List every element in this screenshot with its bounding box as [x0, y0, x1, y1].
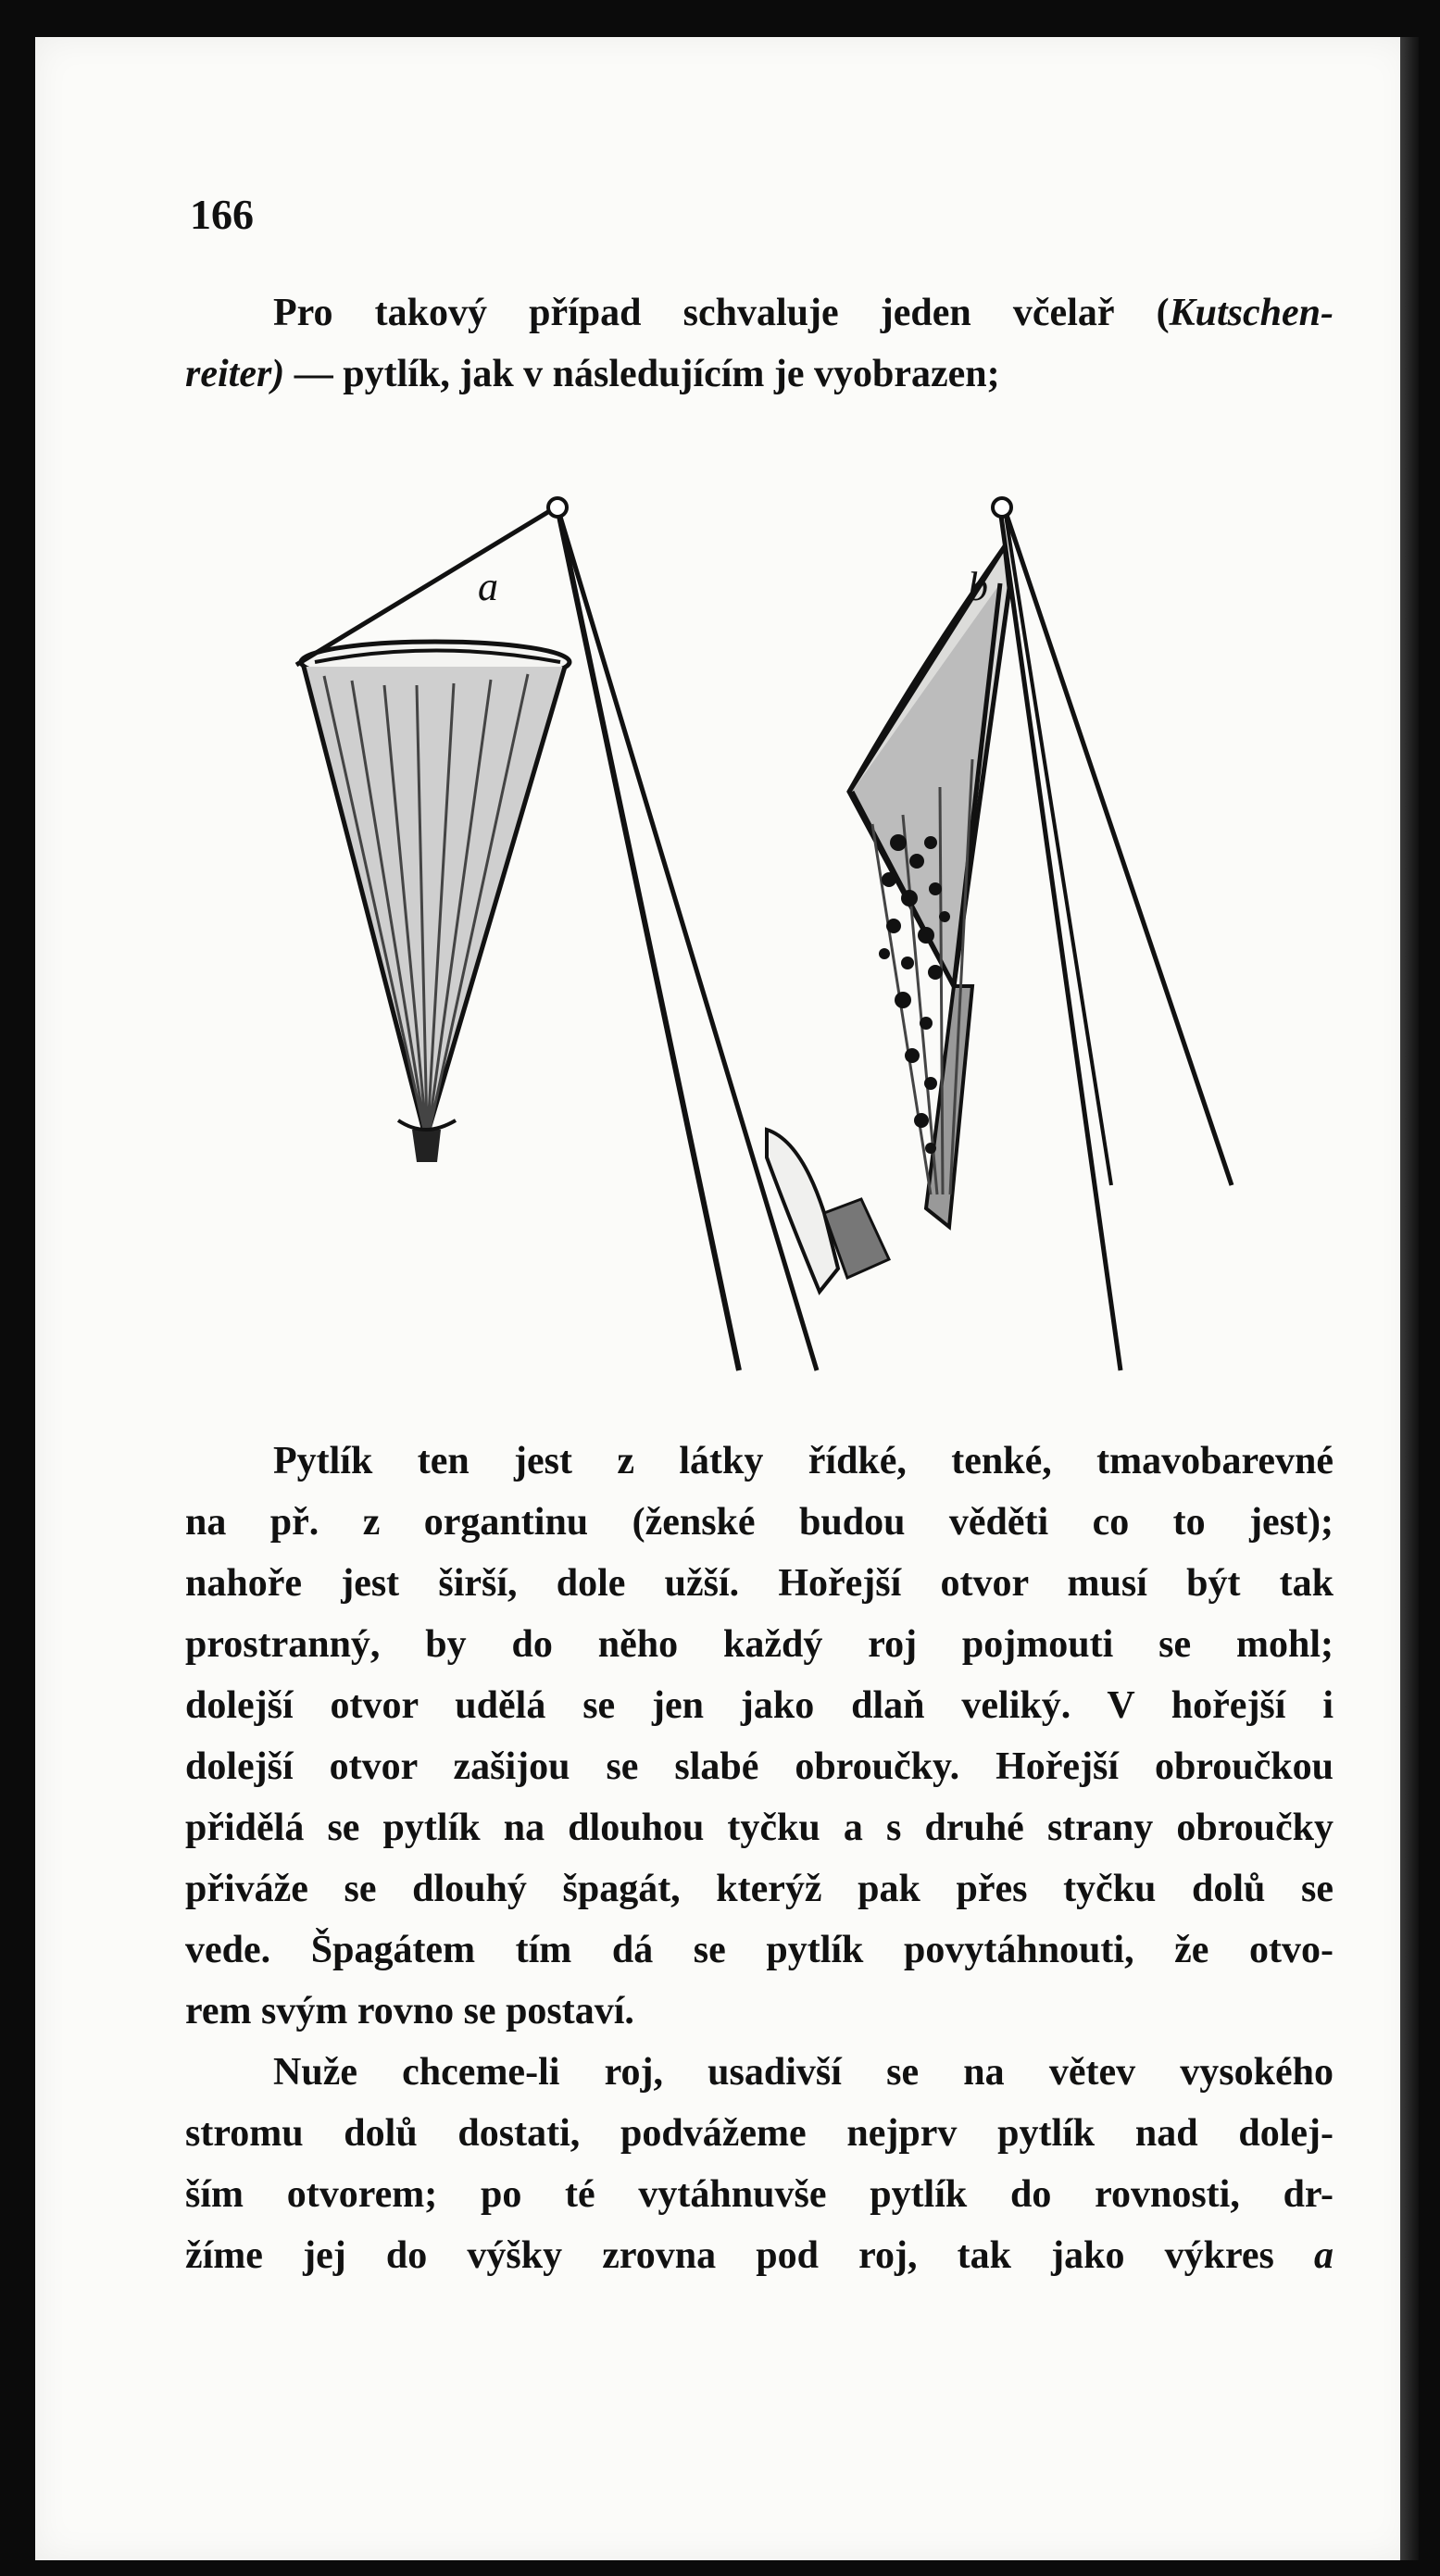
body-line-14-text: žíme jej do výšky zrovna pod roj, tak jako výkres: [185, 2234, 1274, 2277]
page-number: 166: [190, 191, 254, 238]
body-paragraphs: [185, 1431, 1334, 2286]
body-line-9: vede. Špagátem tím dá se pytlík povytáhnouti, že otvo-: [185, 1929, 1334, 1971]
figure-label-a: a: [478, 564, 498, 609]
intro-line-2: [185, 344, 1334, 405]
intro-line-1: [185, 282, 1334, 344]
intro-line-1-text: Pro takový případ schvaluje jeden včelař (: [273, 292, 1170, 334]
bee-net-illustration: [185, 481, 1334, 1407]
figure-label-b: b: [968, 564, 988, 609]
body-line-10: rem svým rovno se postaví.: [185, 1990, 634, 2032]
body-line-8: přiváže se dlouhý špagát, kterýž pak přes tyčku dolů se: [185, 1868, 1334, 1910]
intro-author-name-part2: reiter): [185, 353, 285, 395]
figure-reference-a: a: [1314, 2234, 1334, 2277]
body-line-6: dolejší otvor zašijou se slabé obroučky. Hořejší obroučkou: [185, 1745, 1334, 1788]
intro-line-2-text: — pytlík, jak v následujícím je vyobrazen;: [284, 353, 1000, 395]
body-line-4: prostranný, by do něho každý roj pojmouti se mohl;: [185, 1623, 1334, 1666]
net-b: [849, 498, 1232, 1370]
body-line-12: stromu dolů dostati, podvážeme nejprv pytlík nad dolej-: [185, 2112, 1334, 2155]
body-line-1: Pytlík ten jest z látky řídké, tenké, tmavobarevné: [273, 1440, 1334, 1482]
intro-paragraph: [185, 282, 1334, 405]
intro-author-name-part1: Kutschen-: [1169, 292, 1334, 334]
body-line-3: nahoře jest širší, dole užší. Hořejší otvor musí být tak: [185, 1562, 1334, 1605]
body-line-13: ším otvorem; po té vytáhnuvše pytlík do rovnosti, dr-: [185, 2173, 1334, 2216]
page-edge: [1400, 37, 1419, 2560]
body-line-11: Nuže chceme-li roj, usadivší se na větev vysokého: [273, 2051, 1334, 2094]
body-line-14: [185, 2225, 1334, 2286]
body-line-7: přidělá se pytlík na dlouhou tyčku a s druhé strany obroučky: [185, 1807, 1334, 1849]
body-line-5: dolejší otvor udělá se jen jako dlaň veliký. V hořejší i: [185, 1684, 1334, 1727]
net-a: [296, 498, 889, 1370]
body-line-2: na př. z organtinu (ženské budou věděti co to jest);: [185, 1501, 1334, 1544]
